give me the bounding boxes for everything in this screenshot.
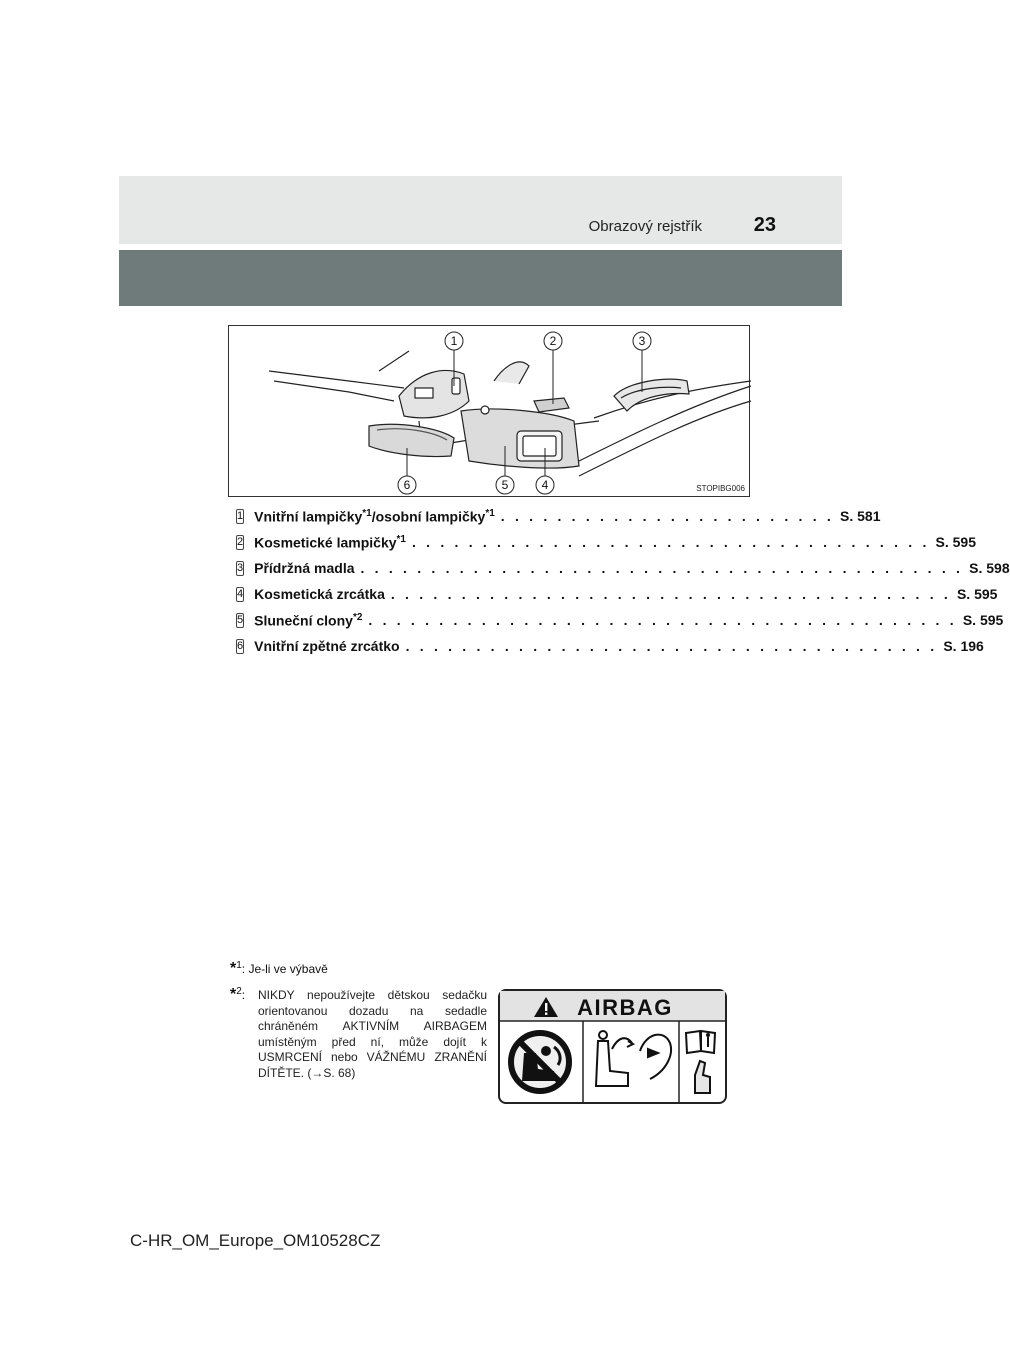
page-reference[interactable]: S. 595 bbox=[935, 534, 977, 550]
leader-dots: . . . . . . . . . . . . . . . . . . . . . . . . . . . . . . . . . . . . . . bbox=[405, 638, 938, 654]
header-band bbox=[119, 176, 842, 244]
callout-3: 3 bbox=[638, 334, 646, 348]
leader-dots: . . . . . . . . . . . . . . . . . . . . . . . . . . . . . . . . . . . . . . . . bbox=[390, 586, 951, 602]
leader-dots: . . . . . . . . . . . . . . . . . . . . . . . . . . . . . . . . . . . . . bbox=[411, 534, 930, 550]
item-assist-grips[interactable] bbox=[236, 555, 1010, 581]
airbag-title: AIRBAG bbox=[577, 995, 673, 1020]
item-label: Přídržná madla bbox=[254, 560, 355, 576]
item-label: Sluneční clony$^{*2}$ bbox=[254, 611, 363, 629]
item-vanity-lights[interactable] bbox=[236, 529, 977, 555]
page-reference[interactable]: S. 581 bbox=[840, 508, 881, 524]
item-number: 4 bbox=[237, 588, 244, 600]
page-number: 23 bbox=[753, 214, 776, 236]
section-title: Obrazový rejstřík bbox=[588, 218, 702, 235]
airbag-deploy-icon bbox=[596, 1031, 671, 1086]
item-label: Kosmetická zrcátka bbox=[254, 586, 385, 602]
item-label: Vnitřní zpětné zrcátko bbox=[254, 638, 400, 654]
page-reference[interactable]: S. 595 bbox=[956, 586, 998, 602]
item-sun-visors[interactable] bbox=[236, 607, 1004, 633]
no-child-seat-icon bbox=[511, 1033, 569, 1091]
page-reference[interactable]: S. 598 bbox=[969, 560, 1010, 576]
item-number: 6 bbox=[237, 640, 244, 652]
item-number: 3 bbox=[237, 562, 244, 574]
leader-dots: . . . . . . . . . . . . . . . . . . . . . . . . bbox=[500, 508, 834, 524]
airbag-label-graphic bbox=[500, 991, 725, 1102]
callout-4: 4 bbox=[541, 478, 549, 492]
leader-dots: . . . . . . . . . . . . . . . . . . . . . . . . . . . . . . . . . . . . . . . . . . . bbox=[360, 560, 964, 576]
page-reference[interactable]: S. 595 bbox=[962, 612, 1004, 628]
item-list bbox=[236, 503, 1010, 659]
item-interior-lights[interactable] bbox=[236, 503, 881, 529]
callout-6: 6 bbox=[403, 478, 411, 492]
footnote-2-text: NIKDY nepoužívejte dětskou sedačku orientovanou dozadu na sedadle chráněném AKTIVNÍM AIRBAGEM umístěným před ní, může dojít k USMRCENÍ nebo VÁŽNÉMU ZRANĚNÍ DÍTĚTE. (→S. 68) bbox=[258, 988, 487, 1080]
callout-1: 1 bbox=[450, 334, 458, 348]
item-number: 2 bbox=[237, 536, 244, 548]
document-code: C-HR_OM_Europe_OM10528CZ bbox=[130, 1231, 381, 1250]
footnote-1: *$^1$: Je-li ve výbavě bbox=[230, 960, 328, 977]
item-rear-view-mirror[interactable] bbox=[236, 633, 984, 659]
page-reference[interactable]: S. 196 bbox=[943, 638, 984, 654]
interior-drawing bbox=[229, 326, 751, 498]
header-bar bbox=[119, 250, 842, 306]
leader-dots: . . . . . . . . . . . . . . . . . . . . . . . . . . . . . . . . . . . . . . . . . . bbox=[368, 612, 957, 628]
callout-2: 2 bbox=[549, 334, 557, 348]
item-label: Kosmetické lampičky$^{*1}$ bbox=[254, 533, 406, 551]
callout-5: 5 bbox=[501, 478, 509, 492]
item-number: 5 bbox=[237, 614, 244, 626]
footnote-2-mark: *$^2$: bbox=[230, 986, 246, 1003]
item-number: 1 bbox=[237, 510, 244, 522]
interior-illustration bbox=[228, 325, 750, 497]
manual-book-icon bbox=[686, 1031, 715, 1093]
airbag-warning-label bbox=[498, 989, 727, 1104]
item-label: Vnitřní lampičky$^{*1}$/osobní lampičky$^{*1}$ bbox=[254, 507, 495, 525]
item-vanity-mirrors[interactable] bbox=[236, 581, 998, 607]
figure-code: STOPIBG006 bbox=[696, 484, 745, 493]
